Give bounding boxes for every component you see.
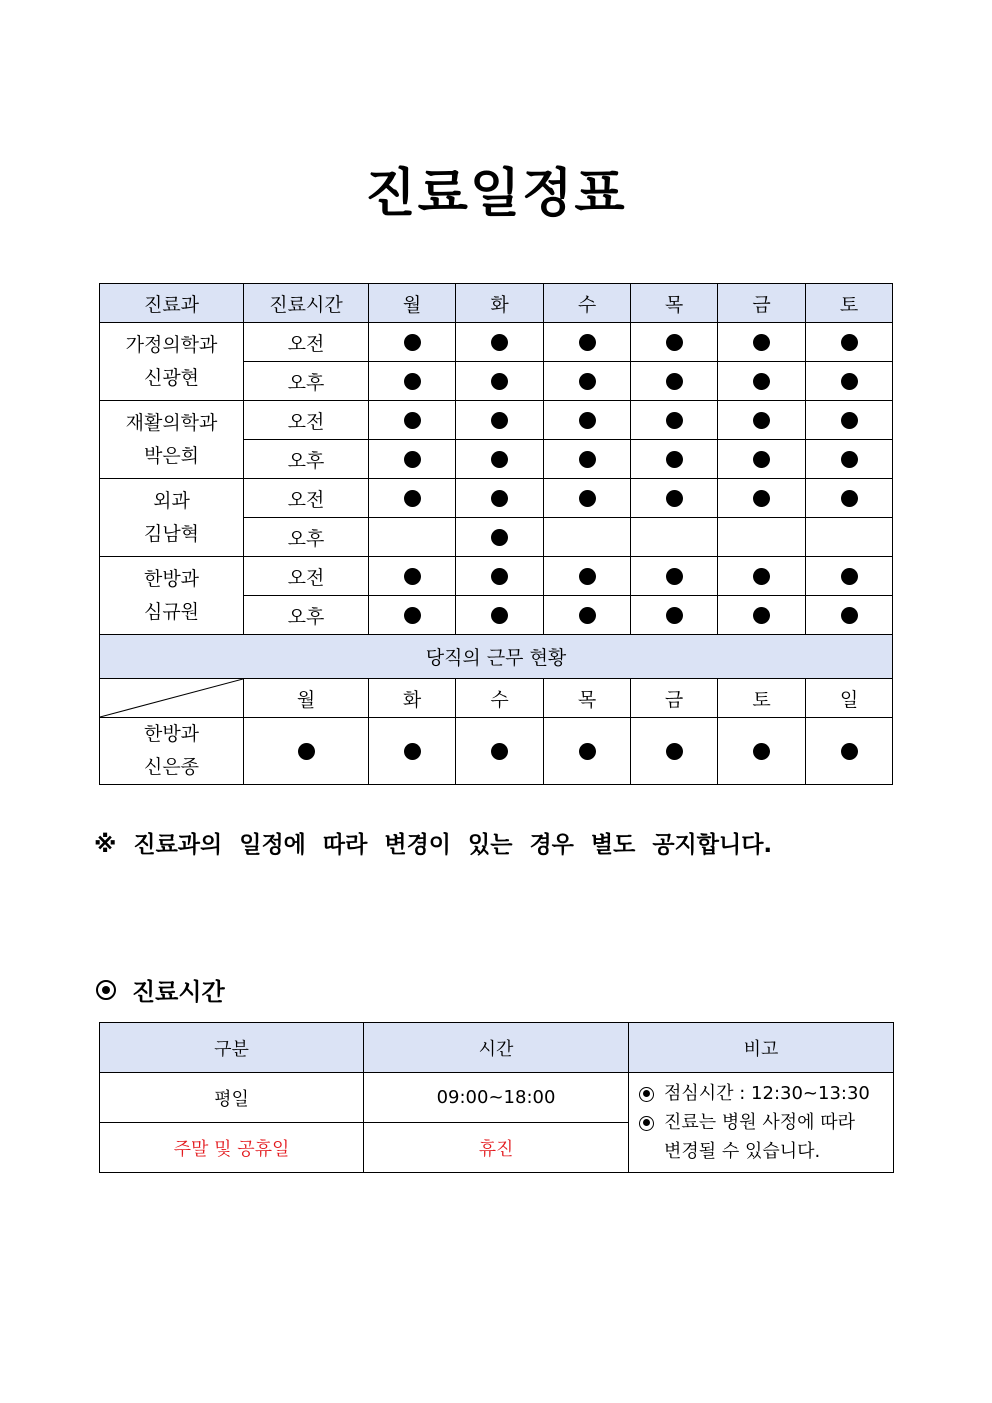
available-dot-icon (579, 412, 596, 429)
available-dot-icon (841, 743, 858, 760)
day-cell (806, 401, 893, 440)
day-cell (718, 401, 806, 440)
doctor-name: 김남혁 (143, 522, 200, 545)
day-cell (806, 323, 893, 362)
day-cell (718, 518, 806, 557)
schedule-notice: ※ 진료과의 일정에 따라 변경이 있는 경우 별도 공지합니다. (94, 832, 773, 858)
schedule-row (100, 401, 893, 440)
dept-name: 재활의학과 (125, 411, 218, 434)
weekend-time: 휴진 (364, 1123, 629, 1173)
available-dot-icon (579, 607, 596, 624)
duty-day: 토 (718, 679, 806, 718)
available-dot-icon (298, 743, 315, 760)
note-change-cont: 변경될 수 있습니다. (664, 1141, 821, 1162)
available-dot-icon (753, 334, 770, 351)
header-tue: 화 (456, 284, 544, 323)
session-time: 오전 (244, 401, 369, 440)
available-dot-icon (753, 743, 770, 760)
day-cell (544, 362, 631, 401)
available-dot-icon (753, 412, 770, 429)
duty-day: 일 (806, 679, 893, 718)
session-time: 오후 (244, 596, 369, 635)
session-time: 오전 (244, 323, 369, 362)
hours-table (99, 1022, 894, 1173)
day-cell (631, 362, 718, 401)
weekday-time: 09:00~18:00 (364, 1073, 629, 1123)
available-dot-icon (491, 607, 508, 624)
day-cell (806, 596, 893, 635)
day-cell (718, 479, 806, 518)
day-cell (456, 362, 544, 401)
available-dot-icon (404, 743, 421, 760)
day-cell (369, 596, 456, 635)
weekend-label: 주말 및 공휴일 (100, 1123, 364, 1173)
note-change (639, 1108, 893, 1137)
available-dot-icon (841, 490, 858, 507)
available-dot-icon (666, 373, 683, 390)
day-cell (369, 479, 456, 518)
available-dot-icon (404, 334, 421, 351)
available-dot-icon (491, 529, 508, 546)
available-dot-icon (841, 607, 858, 624)
day-cell (631, 401, 718, 440)
available-dot-icon (404, 373, 421, 390)
header-thu: 목 (631, 284, 718, 323)
day-cell (631, 323, 718, 362)
day-cell (718, 362, 806, 401)
available-dot-icon (491, 568, 508, 585)
weekday-row (100, 1073, 894, 1123)
day-cell (456, 323, 544, 362)
day-cell (631, 596, 718, 635)
available-dot-icon (579, 373, 596, 390)
available-dot-icon (753, 373, 770, 390)
day-cell (806, 518, 893, 557)
available-dot-icon (753, 607, 770, 624)
duty-days-row (100, 679, 893, 718)
radio-bullet-icon (639, 1087, 654, 1102)
available-dot-icon (841, 568, 858, 585)
schedule-header-row (100, 284, 893, 323)
duty-day: 화 (369, 679, 456, 718)
available-dot-icon (666, 568, 683, 585)
available-dot-icon (753, 490, 770, 507)
duty-day-cell (244, 718, 369, 785)
dept-name: 가정의학과 (125, 333, 218, 356)
available-dot-icon (579, 568, 596, 585)
available-dot-icon (841, 451, 858, 468)
available-dot-icon (579, 451, 596, 468)
available-dot-icon (491, 490, 508, 507)
day-cell (456, 596, 544, 635)
available-dot-icon (666, 490, 683, 507)
doctor-cell (100, 323, 244, 401)
duty-day-cell (718, 718, 806, 785)
hours-header-time: 시간 (364, 1023, 629, 1073)
doctor-name: 박은희 (143, 444, 200, 467)
day-cell (544, 596, 631, 635)
day-cell (456, 557, 544, 596)
duty-day: 금 (631, 679, 718, 718)
doctor-cell (100, 557, 244, 635)
duty-day: 수 (456, 679, 544, 718)
day-cell (544, 518, 631, 557)
day-cell (456, 518, 544, 557)
day-cell (456, 440, 544, 479)
schedule-row (100, 557, 893, 596)
doctor-name: 심규원 (143, 600, 200, 623)
radio-bullet-icon (639, 1116, 654, 1131)
available-dot-icon (579, 490, 596, 507)
day-cell (631, 479, 718, 518)
page-title: 진료일정표 (365, 164, 627, 224)
available-dot-icon (841, 412, 858, 429)
available-dot-icon (666, 451, 683, 468)
schedule-row (100, 323, 893, 362)
available-dot-icon (666, 334, 683, 351)
duty-day-cell (456, 718, 544, 785)
hours-note (629, 1073, 894, 1173)
day-cell (806, 479, 893, 518)
duty-day: 월 (244, 679, 369, 718)
note-change-text: 진료는 병원 사정에 따라 (664, 1112, 856, 1133)
hours-title-text: 진료시간 (132, 978, 225, 1006)
session-time: 오전 (244, 557, 369, 596)
duty-day-cell (806, 718, 893, 785)
header-time: 진료시간 (244, 284, 369, 323)
day-cell (544, 440, 631, 479)
weekday-label: 평일 (100, 1073, 364, 1123)
available-dot-icon (491, 334, 508, 351)
day-cell (806, 440, 893, 479)
header-mon: 월 (369, 284, 456, 323)
day-cell (544, 479, 631, 518)
available-dot-icon (666, 412, 683, 429)
header-sat: 토 (806, 284, 893, 323)
duty-dept: 한방과 (143, 723, 200, 745)
available-dot-icon (404, 568, 421, 585)
header-fri: 금 (718, 284, 806, 323)
session-time: 오후 (244, 362, 369, 401)
duty-doctor: 신은종 (143, 756, 200, 778)
available-dot-icon (579, 334, 596, 351)
day-cell (456, 401, 544, 440)
available-dot-icon (579, 743, 596, 760)
available-dot-icon (841, 334, 858, 351)
diagonal-cell (100, 679, 244, 718)
hours-header-category: 구분 (100, 1023, 364, 1073)
duty-doctor-cell (100, 718, 244, 785)
available-dot-icon (404, 451, 421, 468)
day-cell (718, 440, 806, 479)
day-cell (631, 440, 718, 479)
day-cell (369, 518, 456, 557)
duty-title: 당직의 근무 현황 (100, 635, 893, 679)
hours-header-note: 비고 (629, 1023, 894, 1073)
day-cell (369, 557, 456, 596)
day-cell (369, 401, 456, 440)
dept-name: 외과 (153, 489, 190, 512)
available-dot-icon (404, 607, 421, 624)
available-dot-icon (841, 373, 858, 390)
available-dot-icon (491, 451, 508, 468)
available-dot-icon (491, 373, 508, 390)
day-cell (544, 323, 631, 362)
day-cell (806, 557, 893, 596)
available-dot-icon (753, 451, 770, 468)
available-dot-icon (666, 607, 683, 624)
day-cell (369, 440, 456, 479)
available-dot-icon (491, 412, 508, 429)
day-cell (544, 557, 631, 596)
header-dept: 진료과 (100, 284, 244, 323)
note-lunch (639, 1079, 893, 1108)
session-time: 오후 (244, 440, 369, 479)
schedule-row (100, 479, 893, 518)
header-wed: 수 (544, 284, 631, 323)
day-cell (456, 479, 544, 518)
doctor-name: 신광현 (143, 366, 200, 389)
note-lunch-text: 점심시간 : 12:30~13:30 (664, 1083, 870, 1104)
session-time: 오후 (244, 518, 369, 557)
day-cell (369, 362, 456, 401)
schedule-table (99, 283, 893, 785)
duty-day-cell (631, 718, 718, 785)
duty-day-cell (369, 718, 456, 785)
day-cell (806, 362, 893, 401)
session-time: 오전 (244, 479, 369, 518)
radio-bullet-icon (96, 980, 116, 1000)
day-cell (631, 518, 718, 557)
day-cell (369, 323, 456, 362)
day-cell (718, 596, 806, 635)
duty-day-cell (544, 718, 631, 785)
duty-day: 목 (544, 679, 631, 718)
day-cell (718, 557, 806, 596)
hours-header-row (100, 1023, 894, 1073)
available-dot-icon (404, 412, 421, 429)
doctor-cell (100, 479, 244, 557)
available-dot-icon (491, 743, 508, 760)
available-dot-icon (666, 743, 683, 760)
doctor-cell (100, 401, 244, 479)
available-dot-icon (404, 490, 421, 507)
duty-row (100, 718, 893, 785)
day-cell (631, 557, 718, 596)
available-dot-icon (753, 568, 770, 585)
dept-name: 한방과 (143, 567, 200, 590)
day-cell (544, 401, 631, 440)
day-cell (718, 323, 806, 362)
hours-section-title (96, 972, 225, 1007)
